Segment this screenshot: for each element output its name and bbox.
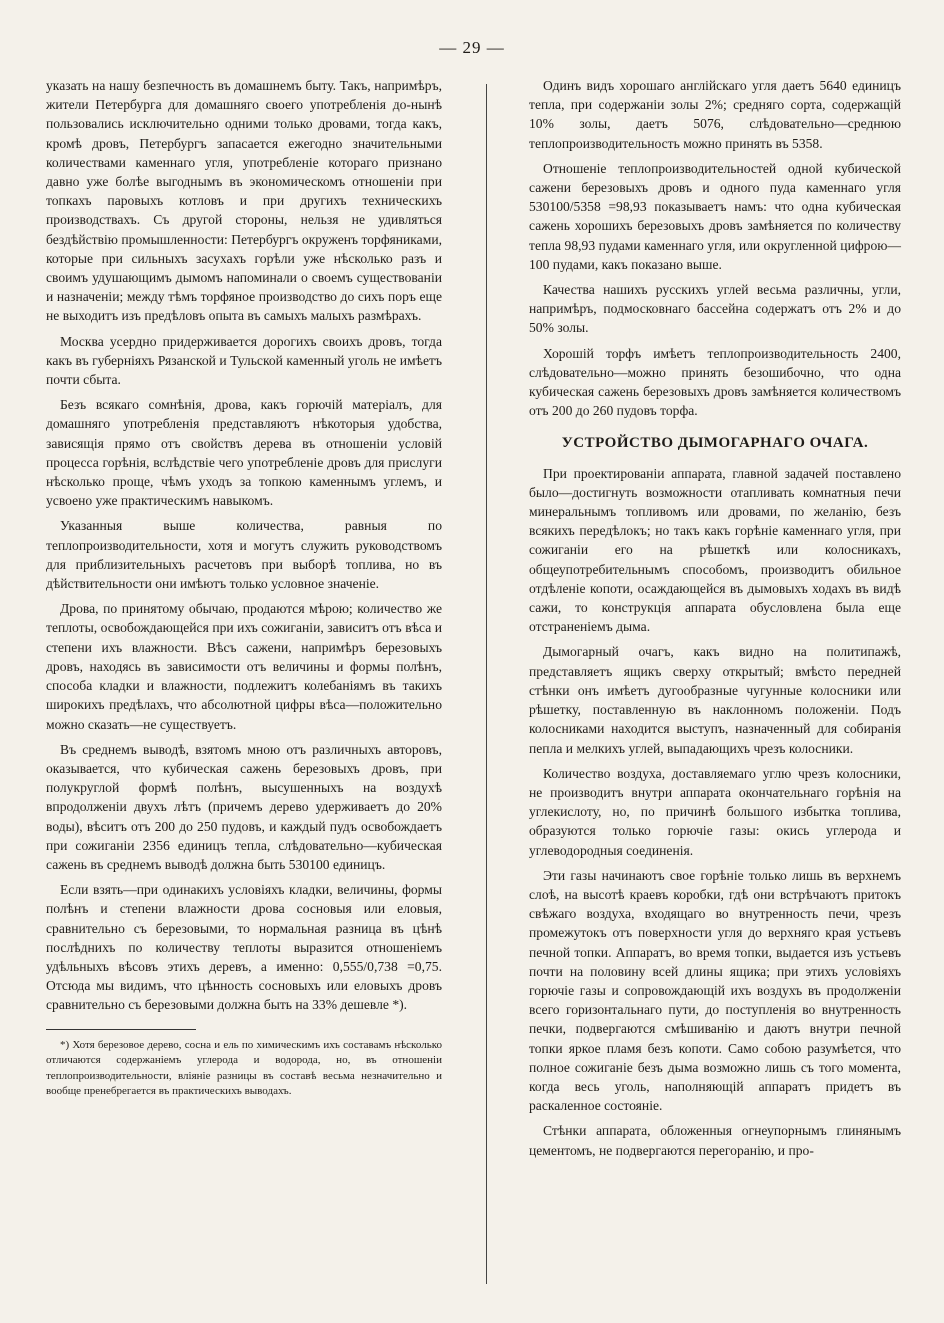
left-column bbox=[46, 76, 442, 1100]
left-paragraph-7: Если взять—при одинакихъ условіяхъ кладки, величины, формы полѣнъ и степени влажности дрова сосновыя или еловыя, сравнительно съ березовыми, то нормальная разница въ цѣнѣ послѣднихъ по количеству теплоты выразится отношеніемъ удѣльныхъ вѣсовъ этихъ деревъ, а именно: 0,555/0,738 =0,75. Отсюда мы видимъ, что цѣнность сосновыхъ или еловыхъ дровъ сравнительно съ березовыми должна быть на 33% дешевле *). bbox=[46, 882, 442, 1013]
left-paragraph-3: Безъ всякаго сомнѣнія, дрова, какъ горючій матеріалъ, для домашняго употребленія представляютъ нѣкоторыя удобства, зависящія прямо отъ свойствъ дерева въ отношеніи условій процесса горѣнія, вслѣдствіе чего употребленіе дровъ для прислуги нѣсколько проще, чѣмъ уходъ за топкою каменнымъ углемъ, и усвоено уже практическимъ навыкомъ. bbox=[46, 397, 442, 509]
right-paragraph-2: Отношеніе теплопроизводительностей одной кубической сажени березовыхъ дровъ и одного пуда каменнаго угля 530100/5358 =98,93 показываетъ намъ: что одна кубическая сажень хорошихъ березовыхъ дровъ замѣняется по количеству тепла 98,93 пудами каменнаго угля, или округленной цифрою—100 пудами, какъ показано выше. bbox=[529, 160, 901, 272]
footnote: *) Хотя березовое дерево, сосна и ель по химическимъ ихъ составамъ нѣсколько отличаются содержаніемъ углерода и водорода, но, въ отношеніи теплопроизводительности, вліяніе разницы въ составѣ весьма незначительно и вообще пренебрегается въ практическихъ выводахъ. bbox=[46, 1038, 442, 1098]
right-paragraph-5: При проектированіи аппарата, главной задачей поставлено было—достигнуть возможности отапливать комнатныя печи минеральнымъ топливомъ или дровами, по желанію, безъ всякихъ передѣлокъ; но такъ какъ горѣніе каменнаго угля, при сожиганіи его на рѣшеткѣ или колосникахъ, общеупотребительнымъ способомъ, производитъ обильное отдѣленіе копоти, осаждающейся въ дымовыхъ ходахъ въ видѣ сажи, то конструкція аппарата обусловлена была еще отстраненіемъ дыма. bbox=[529, 465, 901, 635]
section-heading: УСТРОЙСТВО ДЫМОГАРНАГО ОЧАГА. bbox=[561, 435, 869, 452]
right-paragraph-9: Стѣнки аппарата, обложенныя огнеупорнымъ глинянымъ цементомъ, не подвергаются перегоранію, и про- bbox=[529, 1123, 901, 1158]
left-paragraph-2: Москва усердно придерживается дорогихъ своихъ дровъ, тогда какъ въ губерніяхъ Рязанской и Тульской каменный уголь не имѣетъ почти сбыта. bbox=[46, 333, 442, 388]
footnote-rule bbox=[46, 1029, 196, 1030]
right-paragraph-6: Дымогарный очагъ, какъ видно на политипажѣ, представляетъ ящикъ сверху открытый; вмѣсто передней стѣнки онъ имѣетъ дугообразные чугунные колосники или рѣшетку, поставленную въ наклонномъ положеніи. Подъ колосниками находится выступъ, назначенный для собиранія пепла и мелкихъ углей, выпадающихъ чрезъ колосники. bbox=[529, 644, 901, 756]
right-column bbox=[529, 76, 901, 1166]
left-paragraph-6: Въ среднемъ выводѣ, взятомъ мною отъ различныхъ авторовъ, оказывается, что кубическая сажень березовыхъ дровъ, при полукруглой формѣ полѣнъ, высушенныхъ на воздухѣ впродолженіи двухъ лѣтъ (причемъ дерево удерживаетъ до 20% воды), вѣситъ отъ 200 до 250 пудовъ, и каждый пудъ освобождаетъ при сожиганіи 2356 единицъ тепла, слѣдовательно—кубическая сажень въ среднемъ выводѣ должна быть 530100 единицъ. bbox=[46, 741, 442, 872]
right-paragraph-3: Качества нашихъ русскихъ углей весьма различны, угли, напримѣръ, подмосковнаго бассейна содержатъ отъ 2% и до 50% золы. bbox=[529, 282, 901, 336]
page-number: — 29 — bbox=[439, 38, 505, 57]
left-paragraph-1: указать на нашу безпечность въ домашнемъ быту. Такъ, напримѣръ, жители Петербурга для домашняго своего употребленія до-нынѣ пользовались исключительно одними только дровами, тогда какъ, кромѣ дровъ, Петербургъ запасается ежегодно значительными количествами каменнаго угля, употребленіе котораго признано давно уже болѣе выгоднымъ въ экономическомъ отношеніи при топкахъ паровыхъ котловъ и при другихъ техническихъ производствахъ. Съ другой стороны, нельзя не удивляться бездѣйствію промышленности: Петербургъ окруженъ торфяниками, которые при сильныхъ засухахъ горѣли уже нѣсколько разъ и своимъ удушающимъ дымомъ напоминали о своемъ существованіи и назначеніи; между тѣмъ торфяное производство до сихъ поръ еще не выходитъ изъ предѣловъ опыта въ самыхъ малыхъ размѣрахъ. bbox=[46, 78, 442, 324]
left-paragraph-5: Дрова, по принятому обычаю, продаются мѣрою; количество же теплоты, освобождающейся при ихъ сожиганіи, зависитъ отъ вѣса и степени ихъ влажности. Вѣсъ сажени, напримѣръ березовыхъ дровъ, находясь въ зависимости отъ величины и формы полѣнъ, способа кладки и влажности, подлежитъ колебаніямъ въ такихъ широкихъ предѣлахъ, что абсолютной цифры вѣса—положительно можно сказать—не существуетъ. bbox=[46, 601, 442, 732]
right-paragraph-1: Одинъ видъ хорошаго англійскаго угля даетъ 5640 единицъ тепла, при содержаніи золы 2%; средняго сорта, содержащій 10% золы, даетъ 5076, слѣдовательно—среднюю теплопроизводительность можно принять въ 5358. bbox=[529, 78, 901, 151]
column-divider bbox=[486, 84, 487, 1284]
right-paragraph-7: Количество воздуха, доставляемаго углю чрезъ колосники, не производитъ внутри аппарата окончательнаго горѣнія на углекислоту, но, по причинѣ большого избытка топлива, образуются только горючіе газы: окись углерода и углеводородныя соединенія. bbox=[529, 765, 901, 858]
left-paragraph-4: Указанныя выше количества, равныя по теплопроизводительности, хотя и могутъ служить руководствомъ для приблизительныхъ расчетовъ при выборѣ топлива, но въ дѣйствительности они имѣютъ только условное значеніе. bbox=[46, 518, 442, 592]
right-paragraph-4: Хорошій торфъ имѣетъ теплопроизводительность 2400, слѣдовательно—можно принять безошибочно, что одна кубическая сажень березовыхъ дровъ замѣняется количествомъ отъ 200 до 260 пудовъ торфа. bbox=[529, 345, 901, 419]
right-paragraph-8: Эти газы начинаютъ свое горѣніе только лишь въ верхнемъ слоѣ, на высотѣ краевъ коробки, гдѣ они встрѣчаютъ притокъ свѣжаго воздуха, входящаго во внутренность печи, чрезъ промежутокъ отъ поверхности угля до верхняго края устьевъ печной топки. Аппаратъ, во время топки, выдается изъ устьевъ почти на половину всей длины ящика; при этихъ условіяхъ горючіе газы и сопровождающій ихъ воздухъ въ продолженіи всего горизонтальнаго пути, до поступленія во внутренность печки, подвергаются смѣшиванію и даютъ внутри печной топки яркое пламя безъ копоти. Само собою разумѣется, что полное сожиганіе безъ дыма возможно лишь съ того момента, когда весь уголь, наполняющій аппаратъ придетъ въ раскаленное состояніе. bbox=[529, 867, 901, 1114]
